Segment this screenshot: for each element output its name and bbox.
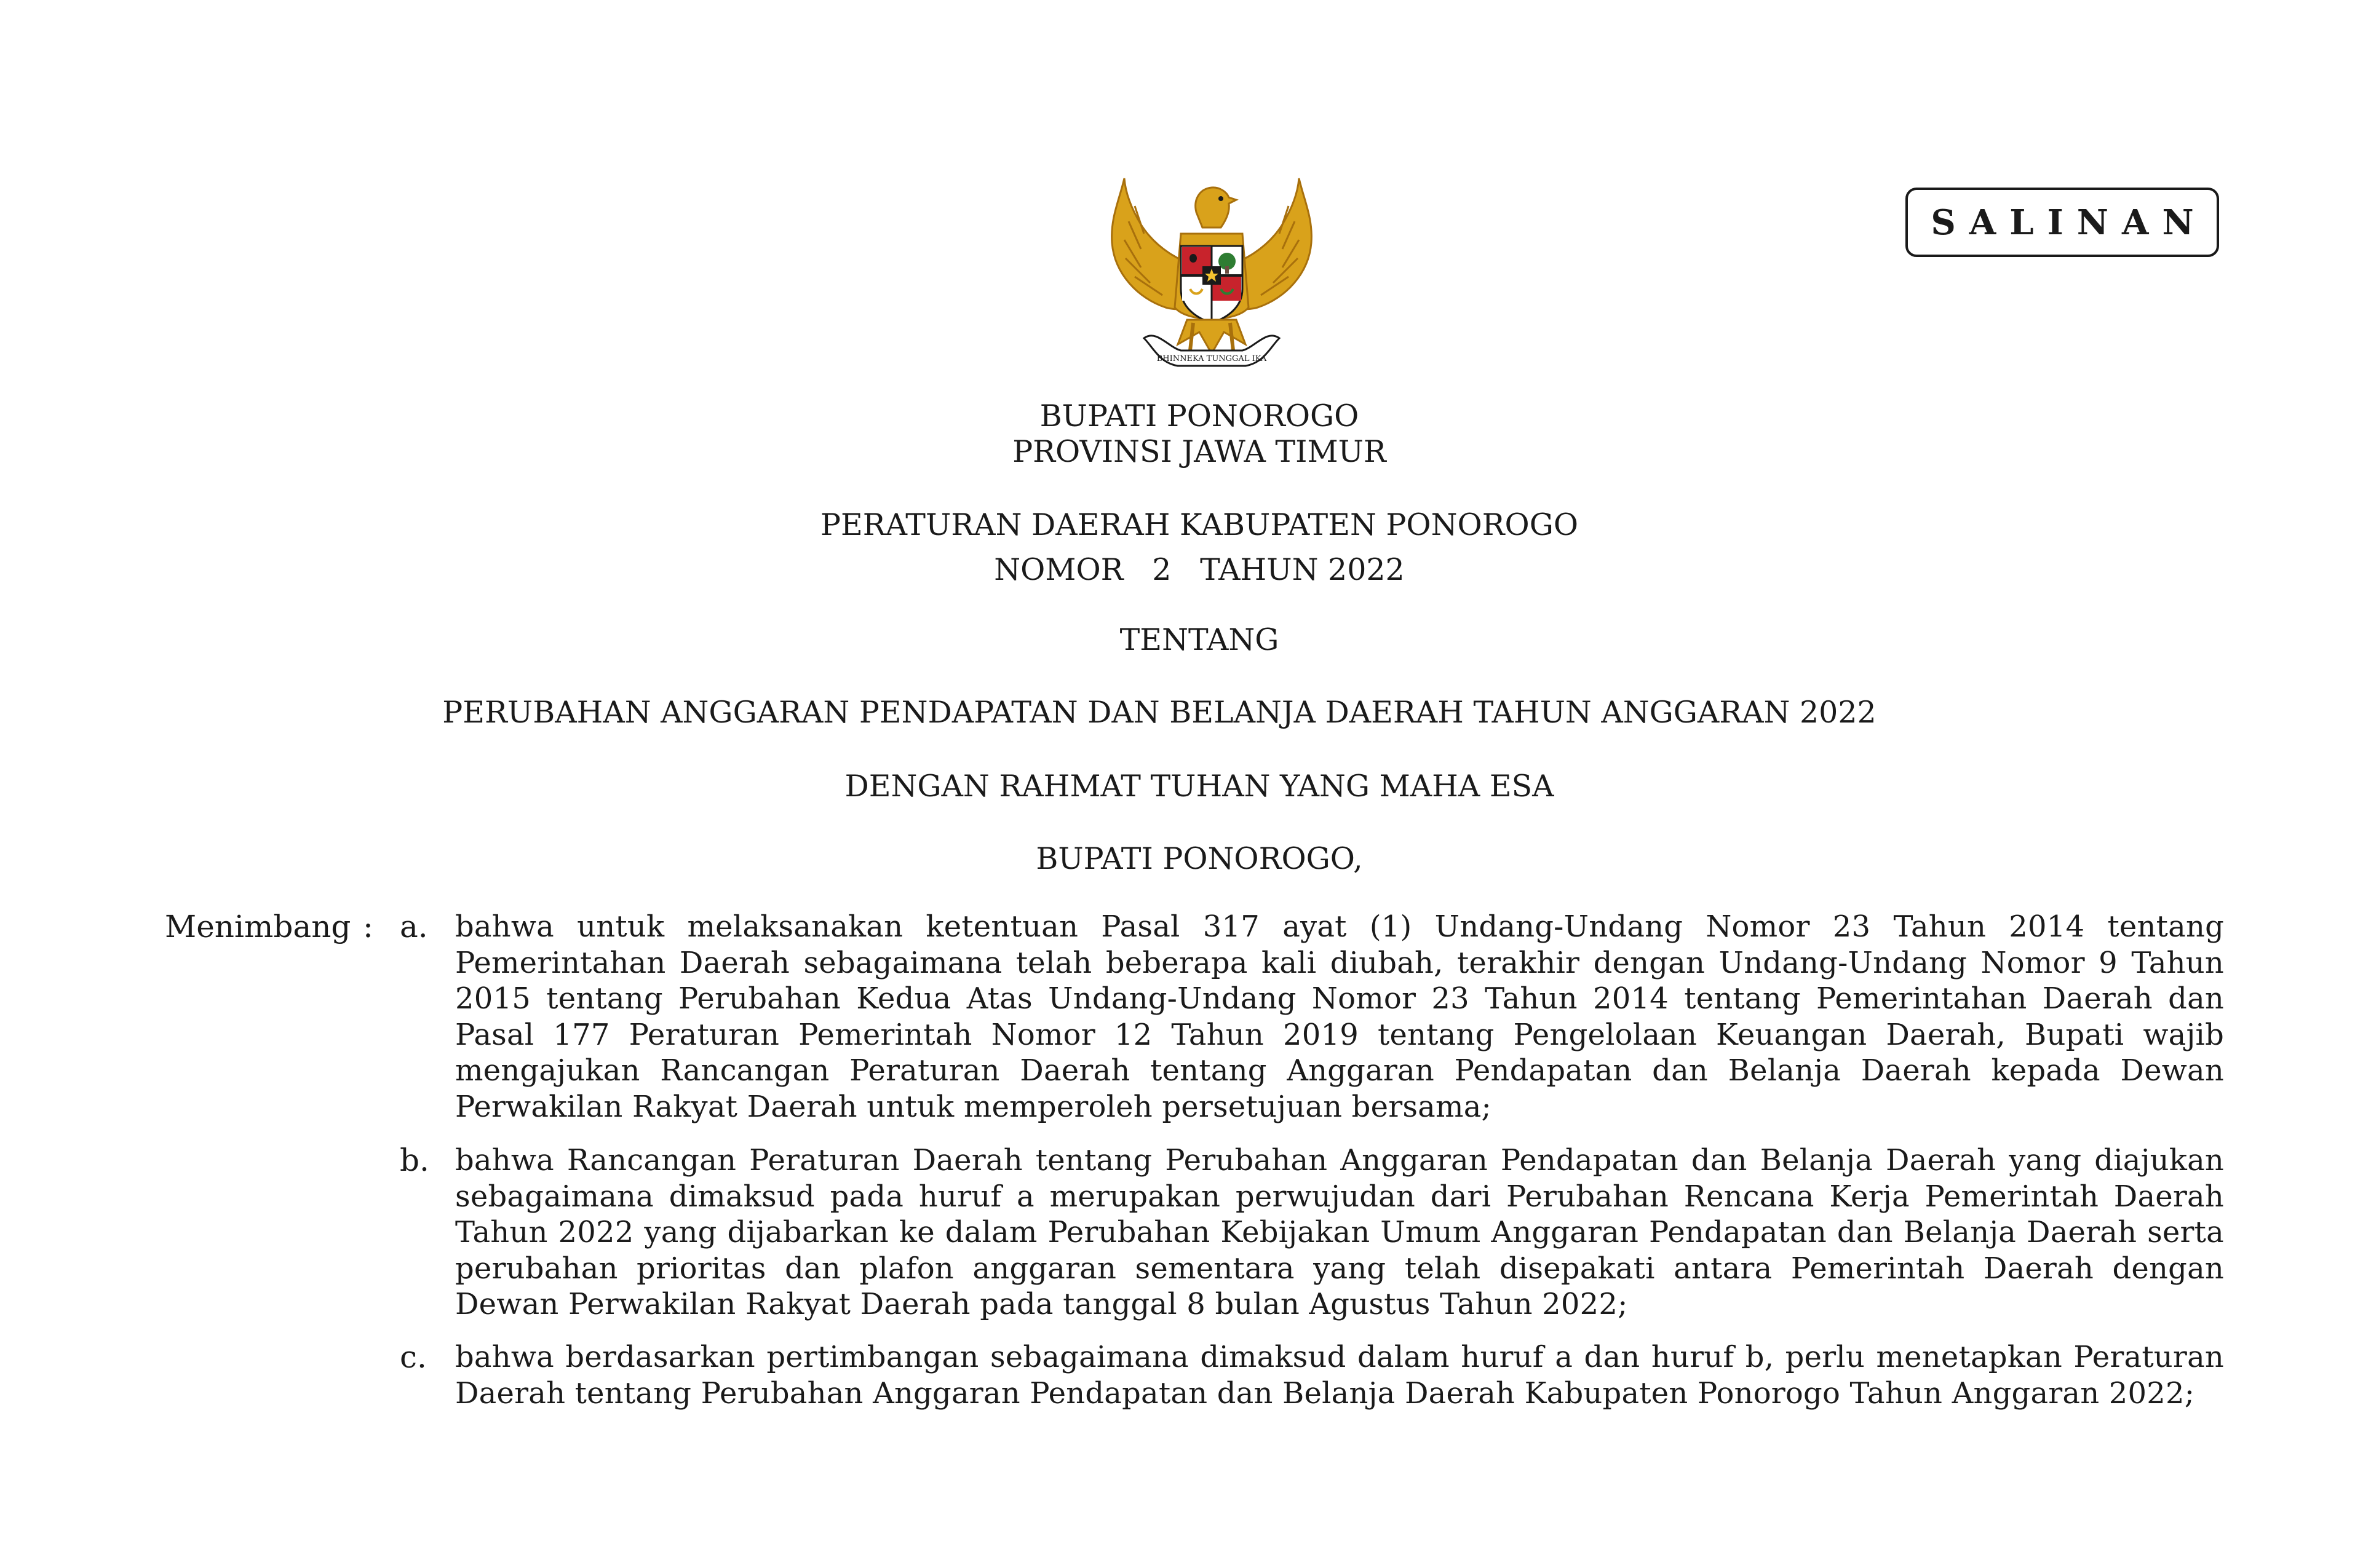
consideration-text-a: bahwa untuk melaksanakan ketentuan Pasal 317 ayat (1) Undang-Undang Nomor 23 Tahun 2014 tentang Pemerintahan Daerah sebagaimana telah beberapa kali diubah, terakhir dengan Undang-Undang Nomor 9 Tahun 2015 tentang Perubahan Kedua Atas Undang-Undang Nomor 23 Tahun 2014 tentang Pemerintahan Daerah dan Pasal 177 Peraturan Pemerintah Nomor 12 Tahun 2019 tentang Pengelolaan Keuangan Daerah, Bupati wajib mengajukan Rancangan Peraturan Daerah tentang Anggaran Pendapatan dan Belanja Daerah kepada Dewan Perwakilan Rakyat Daerah untuk memperoleh persetujuan bersama;	[455, 909, 2224, 1124]
considerations-label: Menimbang	[165, 909, 351, 944]
consideration-letter-a: a.	[400, 909, 428, 944]
regulation-title: PERATURAN DAERAH KABUPATEN PONOROGO	[820, 507, 1579, 542]
regulation-number: NOMOR 2 TAHUN 2022	[994, 552, 1405, 587]
blessing-line: DENGAN RAHMAT TUHAN YANG MAHA ESA	[844, 769, 1554, 804]
province-title: PROVINSI JAWA TIMUR	[1012, 434, 1386, 469]
emblem-motto: BHINNEKA TUNGGAL IKA	[1156, 354, 1267, 363]
consideration-letter-c: c.	[400, 1339, 427, 1375]
garuda-pancasila-emblem	[1107, 175, 1316, 375]
shield-icon	[1181, 246, 1242, 323]
consideration-letter-b: b.	[400, 1142, 429, 1178]
regulation-subject: PERUBAHAN ANGGARAN PENDAPATAN DAN BELANJA DAERAH TAHUN ANGGARAN 2022	[442, 695, 1877, 730]
considerations-colon: :	[363, 909, 373, 944]
consideration-text-b: bahwa Rancangan Peraturan Daerah tentang Perubahan Anggaran Pendapatan dan Belanja Daerah yang diajukan sebagaimana dimaksud pada huruf a merupakan perwujudan dari Perubahan Rencana Kerja Pemerintah Daerah Tahun 2022 yang dijabarkan ke dalam Perubahan Kebijakan Umum Anggaran Pendapatan dan Belanja Daerah serta perubahan prioritas dan plafon anggaran sementara yang telah disepakati antara Pemerintah Daerah dengan Dewan Perwakilan Rakyat Daerah pada tanggal 8 bulan Agustus Tahun 2022;	[455, 1143, 2224, 1321]
salinan-stamp	[1905, 188, 2219, 257]
consideration-text-c: bahwa berdasarkan pertimbangan sebagaimana dimaksud dalam huruf a dan huruf b, perlu menetapkan Peraturan Daerah tentang Perubahan Anggaran Pendapatan dan Belanja Daerah Kabupaten Ponorogo Tahun Anggaran 2022;	[455, 1340, 2224, 1411]
issuer-line: BUPATI PONOROGO,	[1036, 841, 1363, 876]
about-label: TENTANG	[1119, 622, 1279, 657]
stamp-label: SALINAN	[1931, 202, 2207, 243]
office-title: BUPATI PONOROGO	[1039, 398, 1359, 434]
